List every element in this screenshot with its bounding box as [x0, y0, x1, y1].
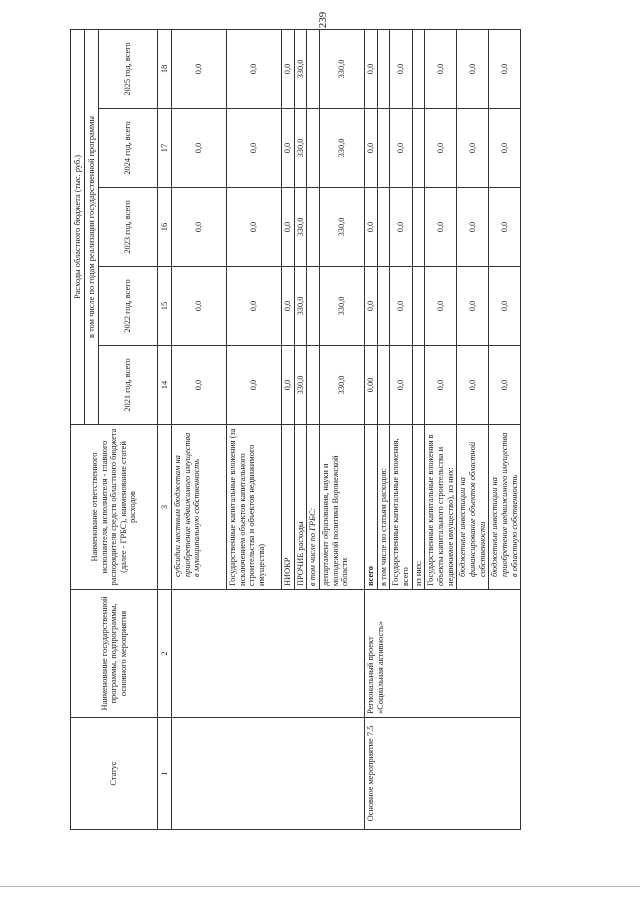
value-cell: 0,0: [227, 188, 282, 267]
status-cell-empty: [172, 718, 365, 830]
value-cell: 330,0: [319, 109, 364, 188]
value-cell: 0,0: [425, 188, 457, 267]
header-year: 2024 год, всего: [99, 109, 158, 188]
value-cell: 0,0: [364, 109, 377, 188]
value-cell: [412, 29, 425, 108]
header-budget-sub: в том числе по годам реализации государственной программы: [85, 29, 99, 424]
header-program: Наименование государственной программы, подпрограммы, основного мероприятия: [71, 590, 158, 718]
header-status: Статус: [71, 718, 158, 830]
header-year: 2021 год, всего: [99, 346, 158, 425]
value-cell: [412, 188, 425, 267]
value-cell: 0,0: [172, 109, 227, 188]
value-cell: 0,0: [172, 346, 227, 425]
value-cell: 0,0: [457, 29, 489, 108]
row-label: НИОКР: [282, 425, 295, 590]
value-cell: 0,0: [364, 267, 377, 346]
row-label: Государственные капитальные вложения в объекты капитального строительства и недвижимое имущество), из них:: [425, 425, 457, 590]
value-cell: 0,0: [390, 109, 412, 188]
status-cell: Основное мероприятие 7.5: [364, 718, 520, 830]
value-cell: 0,0: [489, 346, 521, 425]
header-executor: Наименование ответственного исполнителя, исполнителя - главного распорядителя средств областного бюджета (далее - ГРБС), наименование статей расходов: [71, 425, 158, 590]
value-cell: 0,0: [282, 346, 295, 425]
value-cell: [412, 109, 425, 188]
value-cell: [412, 267, 425, 346]
value-cell: 330,0: [294, 188, 307, 267]
value-cell: 0,0: [425, 109, 457, 188]
column-index: 16: [158, 188, 172, 267]
value-cell: 0,0: [457, 267, 489, 346]
program-cell: Региональный проект «Социальная активность»: [364, 590, 520, 718]
column-index: 1: [158, 718, 172, 830]
table-row: [172, 29, 227, 829]
table-row: [364, 29, 377, 829]
value-cell: 330,0: [319, 188, 364, 267]
value-cell: 330,0: [294, 346, 307, 425]
value-cell: 0,0: [282, 109, 295, 188]
column-index: 3: [158, 425, 172, 590]
value-cell: [412, 346, 425, 425]
value-cell: [307, 109, 320, 188]
column-index: 15: [158, 267, 172, 346]
rotated-table-container: [70, 30, 590, 830]
value-cell: 0,0: [425, 29, 457, 108]
row-label: всего: [364, 425, 377, 590]
value-cell: 0,0: [489, 109, 521, 188]
value-cell: 330,0: [319, 346, 364, 425]
row-label: из них:: [412, 425, 425, 590]
column-index: 18: [158, 29, 172, 108]
header-year: 2023 год, всего: [99, 188, 158, 267]
value-cell: 330,0: [294, 267, 307, 346]
row-label: Государственные капитальные вложения (за исключением объектов капитального строительства и объектов недвижимого имущества): [227, 425, 282, 590]
value-cell: 0,0: [282, 267, 295, 346]
value-cell: 0,0: [282, 188, 295, 267]
row-label: субсидии местным бюджетам на приобретение недвижимого имущества в муниципальную собственность: [172, 425, 227, 590]
value-cell: 0,0: [425, 346, 457, 425]
budget-table: [70, 29, 521, 830]
value-cell: 0,0: [457, 109, 489, 188]
column-index: 2: [158, 590, 172, 718]
value-cell: [377, 109, 390, 188]
value-cell: 0,0: [282, 29, 295, 108]
row-label: Государственные капитальные вложения, всего: [390, 425, 412, 590]
value-cell: [377, 188, 390, 267]
value-cell: [377, 267, 390, 346]
value-cell: 0,0: [390, 346, 412, 425]
value-cell: 0,0: [457, 346, 489, 425]
row-label: в том числе по ГРБС:: [307, 425, 320, 590]
value-cell: 0,0: [227, 29, 282, 108]
value-cell: 0,0: [172, 267, 227, 346]
value-cell: 0,0: [364, 188, 377, 267]
value-cell: [307, 346, 320, 425]
value-cell: 0,0: [390, 267, 412, 346]
value-cell: 0,0: [227, 109, 282, 188]
scan-edge-line: [0, 886, 640, 887]
page-number: 239: [317, 11, 329, 29]
value-cell: 0,0: [489, 267, 521, 346]
value-cell: [377, 29, 390, 108]
value-cell: 330,0: [294, 109, 307, 188]
value-cell: [377, 346, 390, 425]
value-cell: 0,0: [457, 188, 489, 267]
value-cell: 0,0: [489, 188, 521, 267]
value-cell: 0,0: [172, 29, 227, 108]
header-budget-title: Расходы областного бюджета (тыс. руб.): [71, 29, 85, 424]
value-cell: 0,0: [172, 188, 227, 267]
row-label: бюджетные инвестиции на приобретение недвижимого имущества в областную собственность: [489, 425, 521, 590]
value-cell: 0,0: [227, 267, 282, 346]
value-cell: 0,00: [364, 346, 377, 425]
value-cell: 0,0: [390, 188, 412, 267]
value-cell: 0,0: [390, 29, 412, 108]
program-cell-empty: [172, 590, 365, 718]
column-index: 14: [158, 346, 172, 425]
column-index: 17: [158, 109, 172, 188]
value-cell: 0,0: [489, 29, 521, 108]
column-index-row: [158, 29, 172, 829]
value-cell: 0,0: [364, 29, 377, 108]
header-year: 2022 год, всего: [99, 267, 158, 346]
value-cell: 330,0: [294, 29, 307, 108]
value-cell: [307, 188, 320, 267]
value-cell: 0,0: [425, 267, 457, 346]
value-cell: [307, 267, 320, 346]
value-cell: [307, 29, 320, 108]
row-label: в том числе по статьям расходов:: [377, 425, 390, 590]
value-cell: 330,0: [319, 267, 364, 346]
row-label: ПРОЧИЕ расходы: [294, 425, 307, 590]
value-cell: 330,0: [319, 29, 364, 108]
row-label: департамент образования, науки и молодежной политики Воронежской области: [319, 425, 364, 590]
header-year: 2025 год, всего: [99, 29, 158, 108]
value-cell: 0,0: [227, 346, 282, 425]
row-label: бюджетные инвестиции на финансирование объектов областной собственности: [457, 425, 489, 590]
